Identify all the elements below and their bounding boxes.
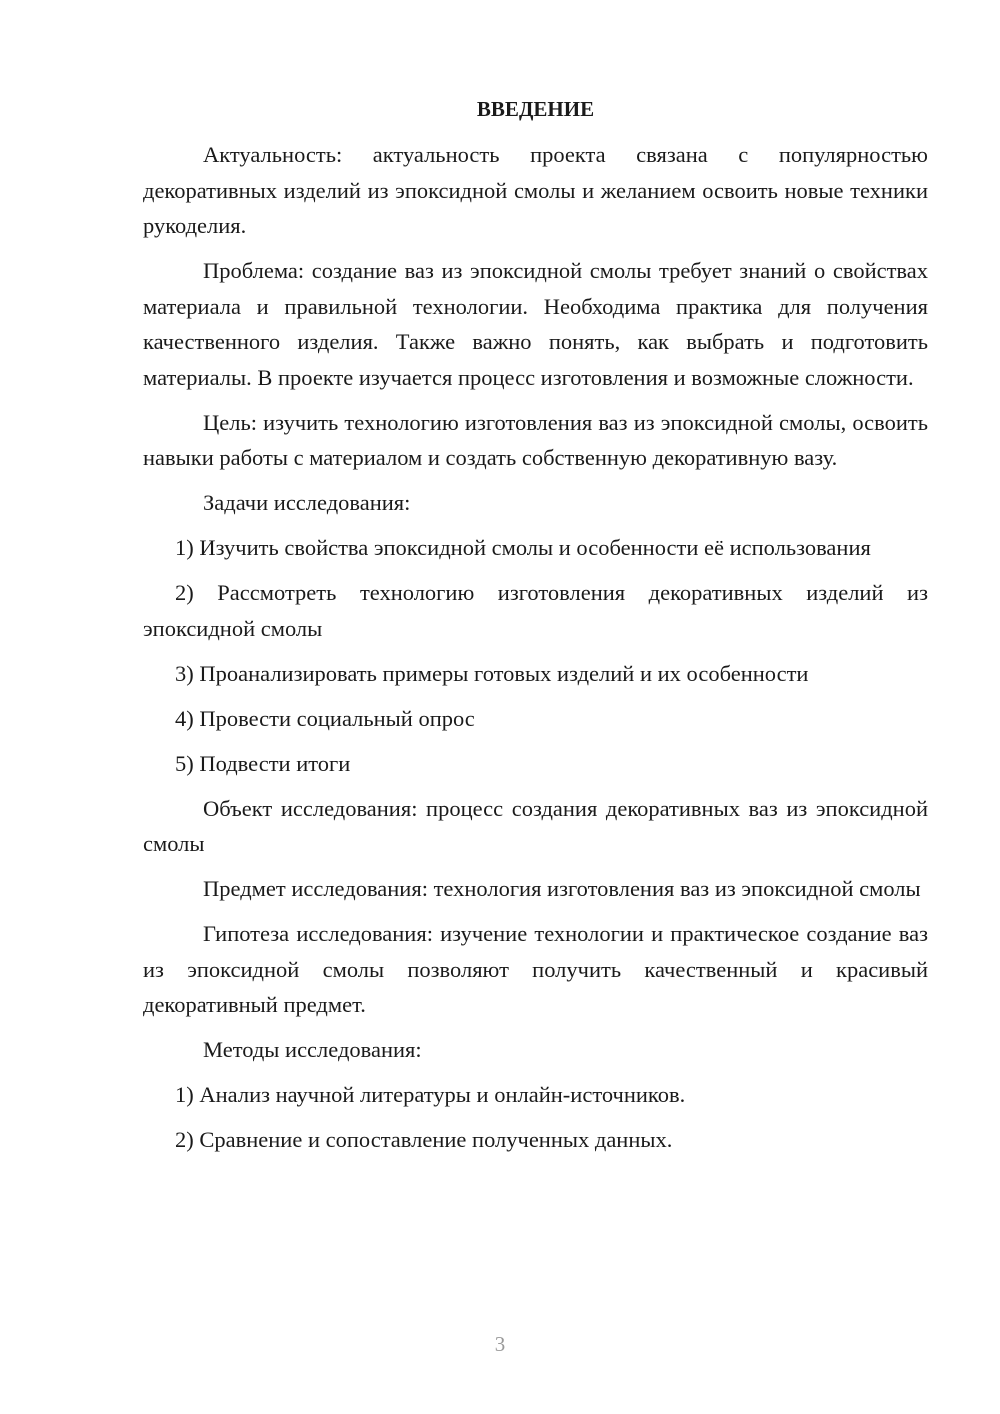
task-item: 2) Рассмотреть технологию изготовления декоративных изделий из эпоксидной смолы (143, 580, 928, 641)
page-number: 3 (494, 1332, 506, 1356)
hypothesis-paragraph: Гипотеза исследования: изучение технологии и практическое создание ваз из эпоксидной смолы позволяют получить качественный и красивый декоративный предмет. (143, 921, 928, 1017)
method-item: 1) Анализ научной литературы и онлайн-источников. (175, 1082, 686, 1107)
relevance-paragraph: Актуальность: актуальность проекта связана с популярностью декоративных изделий из эпоксидной смолы и желанием освоить новые техники рукоделия. (143, 142, 928, 238)
goal-paragraph: Цель: изучить технологию изготовления ваз из эпоксидной смолы, освоить навыки работы с материалом и создать собственную декоративную вазу. (143, 409, 928, 470)
section-heading: ВВЕДЕНИЕ (476, 97, 595, 121)
task-item: 1) Изучить свойства эпоксидной смолы и особенности её использования (175, 535, 871, 560)
problem-paragraph: Проблема: создание ваз из эпоксидной смолы требует знаний о свойствах материала и правильной технологии. Необходима практика для получения качественного изделия. Также важно понять, как выбрать и подготовить материалы. В проекте изучается процесс изготовления и возможные сложности. (143, 258, 928, 390)
page-content (143, 92, 928, 1167)
method-item: 2) Сравнение и сопоставление полученных данных. (175, 1127, 673, 1152)
task-item: 4) Провести социальный опрос (175, 705, 475, 731)
subject-paragraph: Предмет исследования: технология изготовления ваз из эпоксидной смолы (203, 876, 921, 901)
object-paragraph: Объект исследования: процесс создания декоративных ваз из эпоксидной смолы (143, 795, 928, 856)
task-item: 5) Подвести итоги (175, 750, 351, 776)
task-item: 3) Проанализировать примеры готовых изделий и их особенности (175, 660, 809, 686)
methods-title: Методы исследования: (203, 1037, 422, 1062)
tasks-title: Задачи исследования: (203, 490, 411, 515)
